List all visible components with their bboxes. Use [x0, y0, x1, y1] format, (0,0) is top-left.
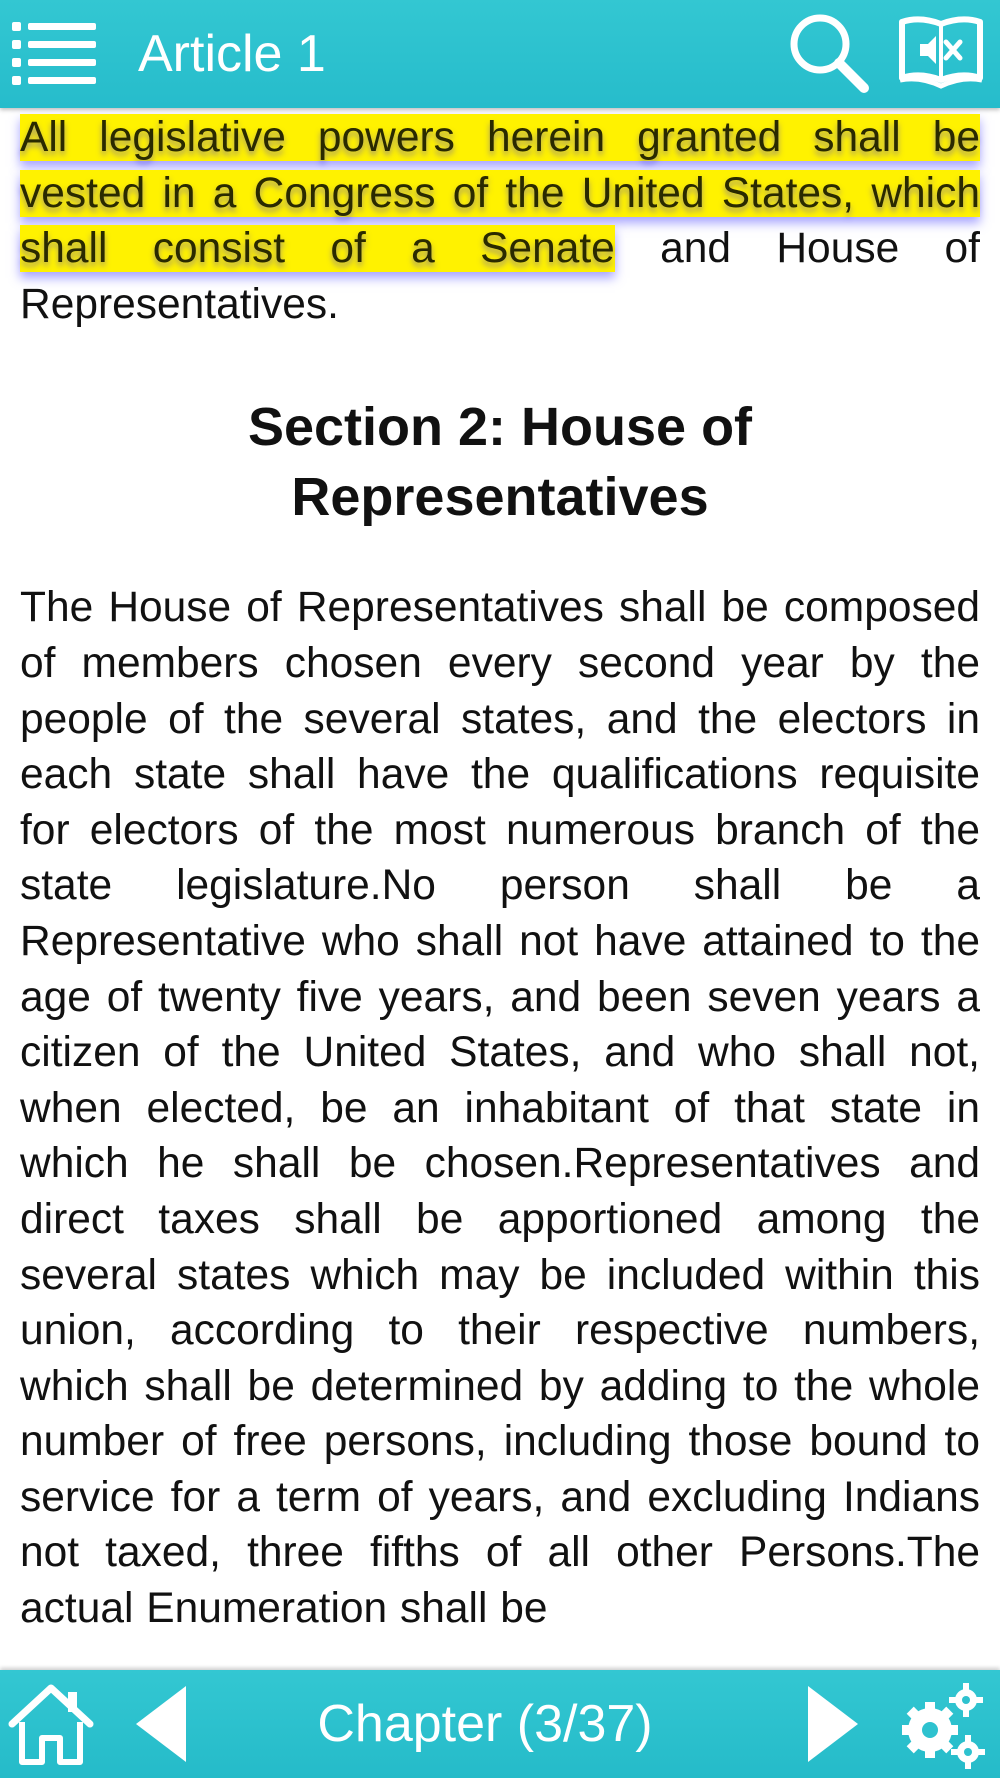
read-aloud-button[interactable] [898, 14, 984, 92]
settings-gears-icon [896, 1680, 986, 1770]
page-title: Article 1 [138, 25, 326, 83]
menu-list-icon [12, 18, 96, 88]
next-arrow-icon [804, 1684, 860, 1764]
highlighted-reading-text: All legislative powers herein granted shall be vested in a Congress of the United States, which shall consist of a Senate [20, 114, 980, 273]
search-button[interactable] [786, 10, 870, 94]
article-body [0, 108, 1000, 1637]
previous-arrow-icon [134, 1684, 190, 1764]
chapter-indicator: Chapter (3/37) [317, 1695, 653, 1753]
section-heading: Section 2: House of Representatives [247, 397, 753, 528]
search-icon [786, 10, 870, 94]
top-app-bar [0, 0, 1000, 108]
menu-button[interactable] [12, 18, 96, 88]
home-icon [8, 1682, 94, 1766]
intro-paragraph [20, 110, 980, 332]
previous-chapter-button[interactable] [134, 1684, 190, 1764]
next-chapter-button[interactable] [804, 1684, 860, 1764]
settings-button[interactable] [896, 1680, 986, 1770]
intro-remaining-text: and House of Representatives. [20, 225, 980, 328]
article-content[interactable] [0, 108, 1000, 1670]
home-button[interactable] [8, 1682, 94, 1766]
book-mute-icon [898, 14, 984, 92]
bottom-nav-bar [0, 1670, 1000, 1778]
section-paragraph: The House of Representatives shall be composed of members chosen every second year by the people of the several states, and the electors in each state shall have the qualifications requisite for electors of the most numerous branch of the state legislature.No person shall be a Representative who shall not have attained to the age of twenty five years, and been seven years a citizen of the United States, and who shall not, when elected, be an inhabitant of that state in which he shall be chosen.Representatives and direct taxes shall be apportioned among the several states which may be included within this union, according to their respective numbers, which shall be determined by adding to the whole number of free persons, including those bound to service for a term of years, and excluding Indians not taxed, three fifths of all other Persons.The actual Enumeration shall be [20, 584, 980, 1633]
